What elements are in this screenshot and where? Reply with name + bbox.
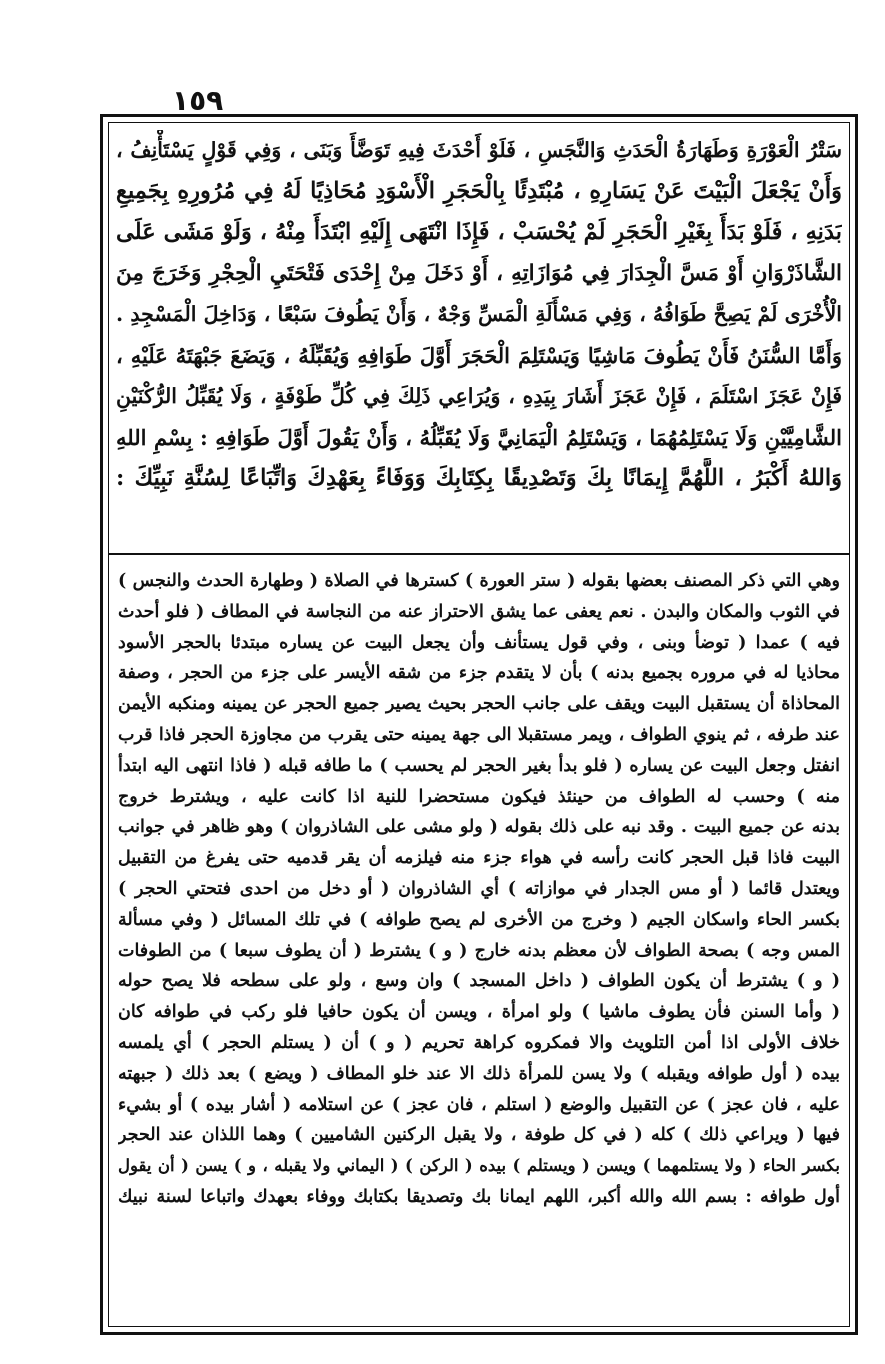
sharh-line: محاذيا له في مروره بجميع بدنه ) بأن لا يتقدم جزء من شقه الأيسر على جزء من الحجر ، وصفة: [118, 663, 840, 684]
matn-line: الْأُخْرَى لَمْ يَصِحَّ طَوَافُهُ ، وَفِي مَسْأَلَةِ الْمَسِّ وَجْهٌ ، وَأَنْ يَطُوفَ سَبْعًا ، وَدَاخِلَ الْمَسْجِدِ .: [116, 302, 842, 326]
sharh-line: خلاف الأولى اذا أمن التلويث والا فمكروه كراهة تحريم ( و ) أن ( يستلم الحجر ) أي يلمسه: [118, 1032, 840, 1053]
matn-line: بَدَنِهِ ، فَلَوْ بَدَأَ بِغَيْرِ الْحَجَرِ لَمْ يُحْسَبْ ، فَإِذَا انْتَهَى إِلَيْهِ ابْتَدَأَ مِنْهُ ، وَلَوْ مَشَى عَلَى: [116, 219, 842, 245]
sharh-line: المحاذاة أن يستقبل البيت ويقف على جانب الحجر بحيث يصير جميع الحجر عن يمينه ومنكبه الأيمن: [118, 694, 840, 715]
sharh-line: منه ) وحسب له الطواف من حينئذ فيكون مستحضرا للنية اذا كانت عليه ، ويشترط خروج: [118, 786, 840, 807]
matn-line: وَاللهُ أَكْبَرُ ، اللَّهُمَّ إِيمَانًا بِكَ وَتَصْدِيقًا بِكِتَابِكَ وَوَفَاءً بِعَهْدِكَ وَاتِّبَاعًا لِسُنَّةِ نَبِيِّكَ :: [116, 465, 842, 491]
sharh-line: بيده ( أول طوافه ويقبله ) ولا يسن للمرأة ذلك الا عند خلو المطاف ( ويضع ) بعد ذلك ( جبهته: [118, 1063, 840, 1084]
matn-line: وَأَنْ يَجْعَلَ الْبَيْتَ عَنْ يَسَارِهِ ، مُبْتَدِئًا بِالْحَجَرِ الْأَسْوَدِ مُحَاذِيًا لَهُ فِي مُرُورِهِ بِجَمِيعِ: [116, 178, 842, 204]
sharh-line: فيه ) عمدا ( توضأ وبنى ، وفي قول يستأنف وأن يجعل البيت عن يساره مبتدئا بالحجر الأسود: [118, 632, 840, 653]
sharh-line: ( و ) يشترط أن يكون الطواف ( داخل المسجد ) وان وسع ، ولو على سطحه فلا يصح حوله: [118, 971, 840, 992]
sharh-line: ( وأما السنن فأن يطوف ماشيا ) ولو امرأة ، ويسن أن يكون حافيا فلو ركب في طوافه كان: [118, 1002, 840, 1023]
matn-line: فَإِنْ عَجَزَ اسْتَلَمَ ، فَإِنْ عَجَزَ أَشَارَ بِيَدِهِ ، وَيُرَاعِي ذَلِكَ فِي كُلِّ طَوْفَةٍ ، وَلَا يُقَبِّلُ الرُّكْنَيْنِ: [116, 384, 842, 408]
sharh-line: أول طوافه : بسم الله والله أكبر، اللهم ايمانا بك وتصديقا بكتابك ووفاء بعهدك واتباعا لسنة نبيك: [118, 1186, 840, 1207]
sharh-line: المس وجه ) بصحة الطواف لأن معظم بدنه خارج ( و ) يشترط ( أن يطوف سبعا ) من الطوفات: [118, 940, 840, 961]
matn-line: الشَّاذَرْوَانِ أَوْ مَسَّ الْجِدَارَ فِي مُوَازَاتِهِ ، أَوْ دَخَلَ مِنْ إِحْدَى فَتْحَتَيِ الْحِجْرِ وَخَرَجَ مِنَ: [116, 261, 842, 286]
sharh-line: في الثوب والمكان والبدن . نعم يعفى عما يشق الاحتراز عنه من النجاسة في المطاف ( فلو أحدث: [118, 601, 840, 622]
matn-text-block: [116, 130, 842, 550]
sharh-line: بكسر الحاء واسكان الجيم ( وخرج من الأخرى لم يصح طوافه ) في تلك المسائل ( وفي مسألة: [118, 909, 840, 930]
sharh-line: بكسر الحاء ( ولا يستلمهما ) ويسن ( ويستلم ) بيده ( الركن ) ( اليماني ولا يقبله ، و ) يسن ( أن يقول: [118, 1156, 840, 1176]
sharh-line: ويعتدل قائما ( أو مس الجدار في موازاته ) أي الشاذروان ( أو دخل من احدى فتحتي الحجر ): [118, 878, 840, 899]
sharh-line: فيها ( ويراعي ذلك ) كله ( في كل طوفة ، ولا يقبل الركنين الشاميين ) وهما اللذان عند الحجر: [118, 1125, 840, 1146]
matn-line: الشَّامِيَّيْنِ وَلَا يَسْتَلِمُهُمَا ، وَيَسْتَلِمُ الْيَمَانِيَّ وَلَا يُقَبِّلُهُ ، وَأَنْ يَقُولَ أَوَّلَ طَوَافِهِ : بِسْمِ اللهِ: [116, 425, 842, 450]
sharh-text-block: [118, 566, 840, 1326]
sharh-line: عليه ، فان عجز ) عن التقبيل والوضع ( استلم ، فان عجز ) عن استلامه ( أشار بيده ) أو بشيء: [118, 1094, 840, 1115]
matn-line: سَتْرُ الْعَوْرَةِ وَطَهَارَةُ الْحَدَثِ وَالنَّجَسِ ، فَلَوْ أَحْدَثَ فِيهِ تَوَضَّأَ وَبَنَى ، وَفِي قَوْلٍ يَسْتَأْنِفُ ،: [116, 138, 842, 162]
matn-line: وَأَمَّا السُّنَنُ فَأَنْ يَطُوفَ مَاشِيًا وَيَسْتَلِمَ الْحَجَرَ أَوَّلَ طَوَافِهِ وَيُقَبِّلَهُ ، وَيَضَعَ جَبْهَتَهُ عَلَيْهِ ،: [116, 343, 842, 368]
sharh-line: وهي التي ذكر المصنف بعضها بقوله ( ستر العورة ) كسترها في الصلاة ( وطهارة الحدث والنجس ): [118, 571, 840, 591]
section-separator: [108, 553, 850, 555]
sharh-line: البيت فاذا قبل الحجر كانت رأسه في هواء جزء منه فيلزمه أن يقر قدميه حتى يفرغ من التقبيل: [118, 848, 840, 869]
sharh-line: انفتل وجعل البيت عن يساره ( فلو بدأ بغير الحجر لم يحسب ) ما طافه قبله ( فاذا انتهى اليه ابتدأ: [118, 755, 840, 776]
page-number: ١٥٩: [172, 84, 224, 117]
sharh-line: بدنه عن جميع البيت . وقد نبه على ذلك بقوله ( ولو مشى على الشاذروان ) وهو ظاهر في جوانب: [118, 817, 840, 838]
sharh-line: عند طرفه ، ثم ينوي الطواف ، ويمر مستقبلا الى جهة يمينه حتى يقرب من مجاوزة الحجر فاذا قرب: [118, 724, 840, 745]
